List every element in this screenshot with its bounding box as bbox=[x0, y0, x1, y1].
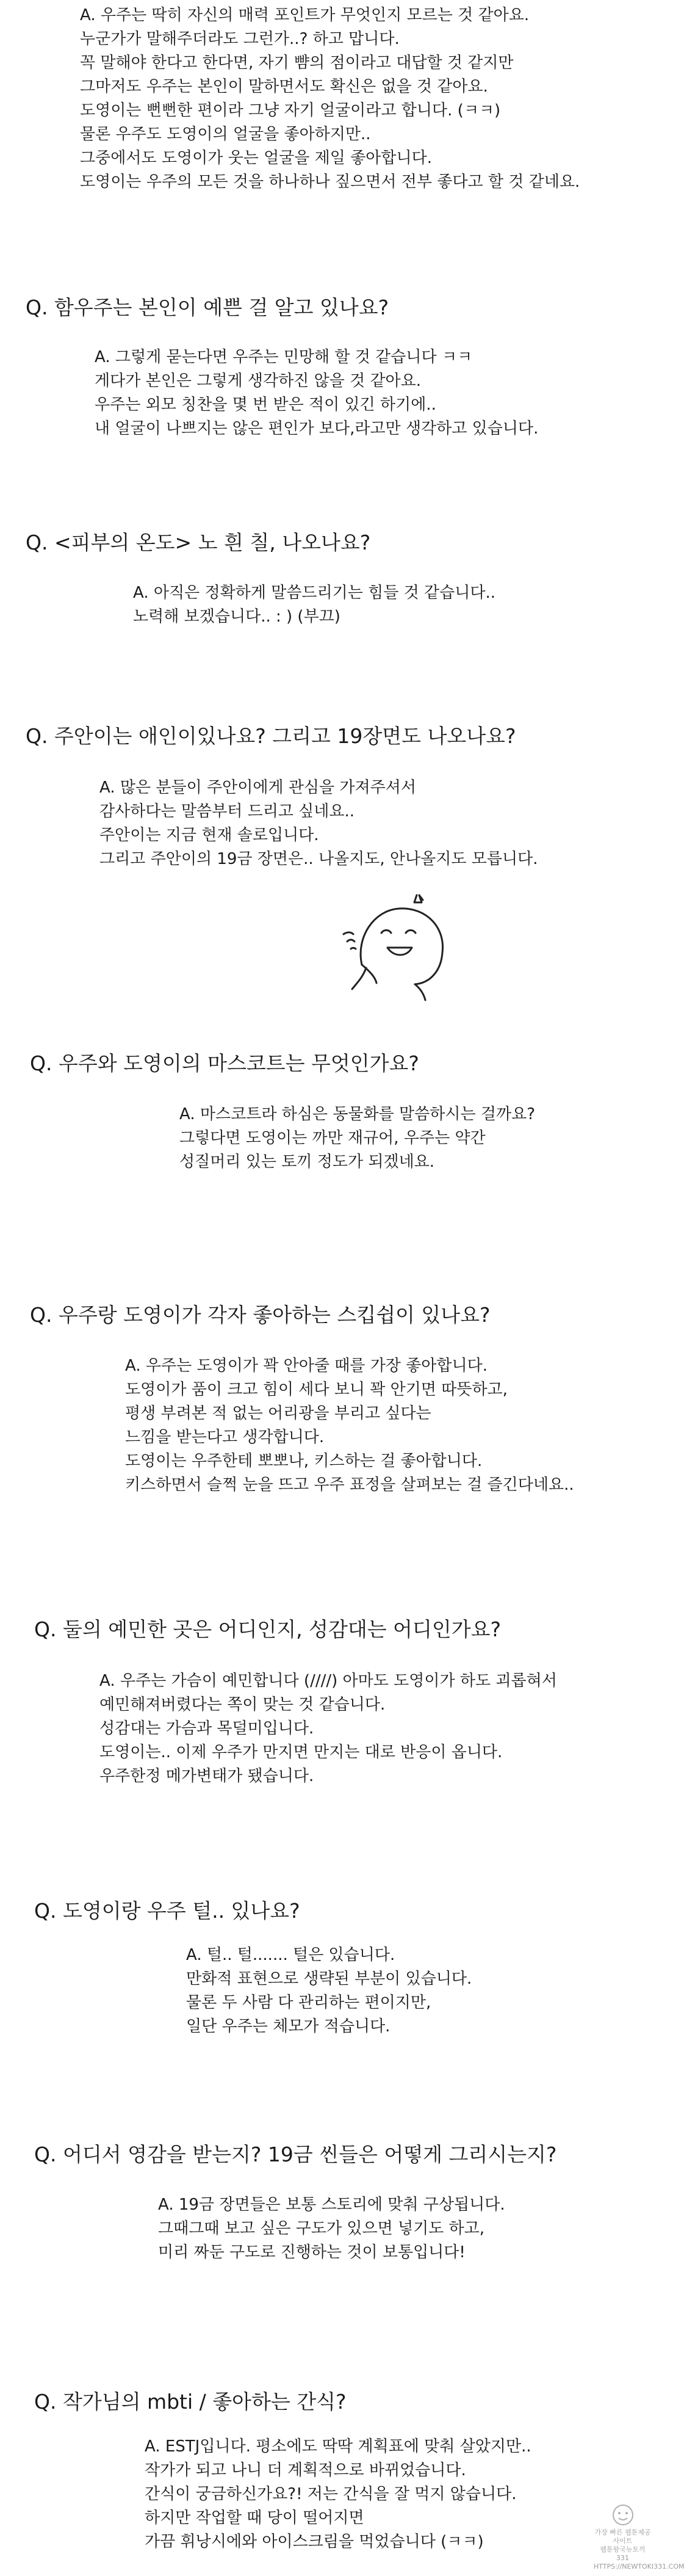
answer-line: 그렇다면 도영이는 까만 재규어, 우주는 약간 bbox=[179, 1129, 486, 1147]
answer-line: 작가가 되고 나니 더 계획적으로 바뀌었습니다. bbox=[145, 2461, 466, 2480]
answer-line: 우주는 외모 칭찬을 몇 번 받은 적이 있긴 하기에.. bbox=[95, 396, 436, 414]
answer-line: 물론 우주도 도영이의 얼굴을 좋아하지만.. bbox=[80, 125, 371, 143]
watermark-line: 웹툰왕국뉴토끼331 bbox=[600, 2545, 646, 2562]
answer-block bbox=[95, 346, 538, 441]
answer-line: 노력해 보겠습니다.. : ) (부끄) bbox=[133, 608, 340, 626]
answer-block bbox=[186, 1943, 472, 2039]
answer-line: 게다가 본인은 그렇게 생각하진 않을 것 같아요. bbox=[95, 372, 422, 390]
answer-line: 성질머리 있는 토끼 정도가 되겠네요. bbox=[179, 1153, 435, 1171]
answer-block bbox=[125, 1354, 574, 1497]
answer-line: 미리 짜둔 구도로 진행하는 것이 보통입니다! bbox=[158, 2243, 466, 2262]
answer-line: A. ESTJ입니다. 평소에도 딱딱 계획표에 맞춰 살았지만.. bbox=[145, 2437, 531, 2456]
answer-line: 그중에서도 도영이가 웃는 얼굴을 제일 좋아합니다. bbox=[80, 149, 433, 167]
question-heading: Q. <피부의 온도> 노 흰 칠, 나오나요? bbox=[26, 531, 371, 554]
answer-block bbox=[80, 4, 580, 194]
question-heading: Q. 함우주는 본인이 예쁜 걸 알고 있나요? bbox=[26, 296, 389, 319]
answer-line: 주안이는 지금 현재 솔로입니다. bbox=[99, 826, 319, 844]
answer-line: 꼭 말해야 한다고 한다면, 자기 뺨의 점이라고 대답할 것 같지만 bbox=[80, 54, 514, 72]
answer-line: A. 우주는 딱히 자신의 매력 포인트가 무엇인지 모르는 것 같아요. bbox=[80, 6, 530, 24]
smiling-character-doodle bbox=[339, 891, 461, 1001]
question-heading: Q. 둘의 예민한 곳은 어디인지, 성감대는 어디인가요? bbox=[34, 1617, 501, 1641]
answer-line: 가끔 휘낭시에와 아이스크림을 먹었습니다 (ㅋㅋ) bbox=[145, 2533, 484, 2551]
answer-line: 하지만 작업할 때 당이 떨어지면 bbox=[145, 2509, 364, 2527]
answer-line: 도영이는 뻔뻔한 편이라 그냥 자기 얼굴이라고 합니다. (ㅋㅋ) bbox=[80, 101, 501, 120]
answer-line: 누군가가 말해주더라도 그런가..? 하고 맙니다. bbox=[80, 30, 400, 48]
answer-line: 일단 우주는 체모가 적습니다. bbox=[186, 2017, 391, 2036]
answer-block bbox=[179, 1103, 535, 1174]
question-heading: Q. 도영이랑 우주 털.. 있나요? bbox=[34, 1899, 300, 1923]
answer-line: 물론 두 사람 다 관리하는 편이지만, bbox=[186, 1994, 431, 2012]
answer-block bbox=[99, 1669, 557, 1788]
question-heading: Q. 우주와 도영이의 마스코트는 무엇인가요? bbox=[30, 1051, 419, 1075]
watermark-line: 가장 빠른 웹툰제공사이트 bbox=[594, 2528, 651, 2545]
answer-line: A. 많은 분들이 주안이에게 관심을 가져주셔서 bbox=[99, 778, 417, 797]
watermark-line: HTTPS://NEWTOKI331.COM bbox=[594, 2563, 684, 2571]
answer-line: 그리고 주안이의 19금 장면은.. 나올지도, 안나올지도 모릅니다. bbox=[99, 850, 538, 868]
answer-line: A. 우주는 가슴이 예민합니다 (////) 아마도 도영이가 하도 괴롭혀서 bbox=[99, 1672, 557, 1690]
answer-line: A. 아직은 정확하게 말씀드리기는 힘들 것 같습니다.. bbox=[133, 584, 496, 602]
answer-line: 평생 부려본 적 없는 어리광을 부리고 싶다는 bbox=[125, 1404, 431, 1423]
question-heading: Q. 작가님의 mbti / 좋아하는 간식? bbox=[34, 2390, 347, 2414]
answer-line: 도영이는 우주의 모든 것을 하나하나 짚으면서 전부 좋다고 할 것 같네요. bbox=[80, 173, 580, 191]
site-watermark bbox=[594, 2503, 684, 2571]
answer-line: 그마저도 우주는 본인이 말하면서도 확신은 없을 것 같아요. bbox=[80, 78, 488, 96]
answer-line: 내 얼굴이 나쁘지는 않은 편인가 보다,라고만 생각하고 있습니다. bbox=[95, 419, 539, 438]
answer-line: A. 그렇게 묻는다면 우주는 민망해 할 것 같습니다 ㅋㅋ bbox=[95, 348, 473, 366]
answer-block bbox=[145, 2435, 531, 2554]
answer-line: 도영이가 품이 크고 힘이 세다 보니 꽉 안기면 따뜻하고, bbox=[125, 1381, 508, 1399]
answer-block bbox=[99, 776, 538, 871]
answer-line: 간식이 궁금하신가요?! 저는 간식을 잘 먹지 않습니다. bbox=[145, 2485, 517, 2503]
answer-line: A. 털.. 털....... 털은 있습니다. bbox=[186, 1946, 395, 1964]
answer-block bbox=[133, 581, 495, 629]
answer-line: 키스하면서 슬쩍 눈을 뜨고 우주 표정을 살펴보는 걸 즐긴다네요.. bbox=[125, 1476, 574, 1494]
mascot-icon bbox=[611, 2503, 635, 2527]
answer-line: 도영이는 우주한테 뽀뽀나, 키스하는 걸 좋아합니다. bbox=[125, 1452, 483, 1470]
answer-line: 만화적 표현으로 생략된 부분이 있습니다. bbox=[186, 1970, 472, 1988]
answer-line: 느낌을 받는다고 생각합니다. bbox=[125, 1428, 325, 1446]
answer-line: 도영이는.. 이제 우주가 만지면 만지는 대로 반응이 옵니다. bbox=[99, 1743, 503, 1761]
answer-line: A. 마스코트라 하심은 동물화를 말씀하시는 걸까요? bbox=[179, 1105, 536, 1123]
answer-line: 예민해져버렸다는 쪽이 맞는 것 같습니다. bbox=[99, 1696, 386, 1714]
question-heading: Q. 주안이는 애인이있나요? 그리고 19장면도 나오나요? bbox=[26, 724, 516, 748]
answer-line: 그때그때 보고 싶은 구도가 있으면 넣기도 하고, bbox=[158, 2219, 485, 2238]
question-heading: Q. 우주랑 도영이가 각자 좋아하는 스킵쉽이 있나요? bbox=[30, 1303, 491, 1327]
answer-line: 우주한정 메가변태가 됐습니다. bbox=[99, 1767, 314, 1785]
answer-line: A. 19금 장면들은 보통 스토리에 맞춰 구상됩니다. bbox=[158, 2196, 505, 2214]
question-heading: Q. 어디서 영감을 받는지? 19금 씬들은 어떻게 그리시는지? bbox=[34, 2142, 557, 2166]
answer-line: 성감대는 가슴과 목덜미입니다. bbox=[99, 1719, 314, 1738]
answer-block bbox=[158, 2193, 505, 2265]
answer-line: 감사하다는 말씀부터 드리고 싶네요.. bbox=[99, 802, 355, 821]
answer-line: A. 우주는 도영이가 꽉 안아줄 때를 가장 좋아합니다. bbox=[125, 1357, 488, 1375]
